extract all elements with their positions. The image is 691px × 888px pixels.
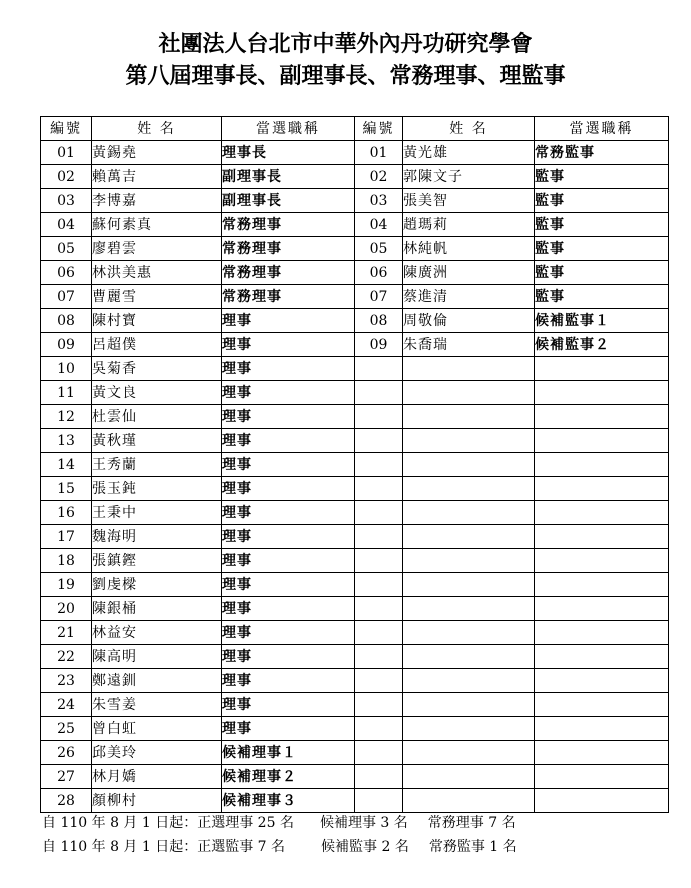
supervisor-number: 09 xyxy=(355,333,403,357)
director-position: 理事 xyxy=(222,573,355,597)
director-name: 劉虔樑 xyxy=(92,573,222,597)
note-supervisors-main: 自 110 年 8 月 1 日起：正選監事 7 名 xyxy=(42,839,286,855)
supervisor-position xyxy=(535,765,669,789)
note-supervisors-standing: 常務監事 1 名 xyxy=(428,839,517,855)
director-name: 陳高明 xyxy=(92,645,222,669)
table-row xyxy=(41,357,669,381)
supervisor-number xyxy=(355,573,403,597)
director-number: 18 xyxy=(41,549,92,573)
note-directors xyxy=(42,813,516,833)
director-position: 候補理事２ xyxy=(222,765,355,789)
note-supervisors-alternate: 候補監事 2 名 xyxy=(321,839,409,855)
supervisor-number xyxy=(355,597,403,621)
supervisor-number xyxy=(355,477,403,501)
director-number: 02 xyxy=(41,165,92,189)
table-row xyxy=(41,597,669,621)
table-row xyxy=(41,789,669,813)
director-number: 26 xyxy=(41,741,92,765)
director-name: 李博嘉 xyxy=(92,189,222,213)
supervisor-name xyxy=(403,477,535,501)
director-name: 黃文良 xyxy=(92,381,222,405)
supervisor-name xyxy=(403,573,535,597)
supervisor-number xyxy=(355,405,403,429)
director-number: 10 xyxy=(41,357,92,381)
supervisor-position xyxy=(535,573,669,597)
director-number: 13 xyxy=(41,429,92,453)
director-number: 19 xyxy=(41,573,92,597)
director-position: 理事 xyxy=(222,621,355,645)
director-name: 王秉中 xyxy=(92,501,222,525)
director-name: 顏柳村 xyxy=(92,789,222,813)
director-position: 理事 xyxy=(222,525,355,549)
director-position: 理事 xyxy=(222,477,355,501)
director-number: 11 xyxy=(41,381,92,405)
supervisor-number xyxy=(355,789,403,813)
supervisor-name xyxy=(403,597,535,621)
table-row xyxy=(41,333,669,357)
supervisor-name xyxy=(403,717,535,741)
director-position: 理事 xyxy=(222,405,355,429)
director-name: 陳銀桶 xyxy=(92,597,222,621)
supervisor-position xyxy=(535,669,669,693)
director-name: 鄭遠釧 xyxy=(92,669,222,693)
table-row xyxy=(41,741,669,765)
director-number: 16 xyxy=(41,501,92,525)
supervisor-position xyxy=(535,597,669,621)
supervisor-number xyxy=(355,525,403,549)
director-name: 林月嬌 xyxy=(92,765,222,789)
supervisor-position: 監事 xyxy=(535,189,669,213)
supervisor-name xyxy=(403,501,535,525)
table-row xyxy=(41,285,669,309)
director-number: 08 xyxy=(41,309,92,333)
director-name: 朱雪姜 xyxy=(92,693,222,717)
director-position: 理事 xyxy=(222,645,355,669)
supervisor-position xyxy=(535,405,669,429)
director-position: 理事 xyxy=(222,309,355,333)
director-position: 副理事長 xyxy=(222,165,355,189)
supervisor-name xyxy=(403,357,535,381)
supervisor-name xyxy=(403,765,535,789)
supervisor-number xyxy=(355,669,403,693)
director-position: 候補理事１ xyxy=(222,741,355,765)
supervisor-number: 03 xyxy=(355,189,403,213)
supervisor-name xyxy=(403,549,535,573)
table-row xyxy=(41,717,669,741)
supervisor-position: 監事 xyxy=(535,165,669,189)
table-row xyxy=(41,405,669,429)
document-subtitle: 第八屆理事長、副理事長、常務理事、理監事 xyxy=(125,64,566,89)
director-number: 15 xyxy=(41,477,92,501)
director-name: 陳村寶 xyxy=(92,309,222,333)
supervisor-number: 06 xyxy=(355,261,403,285)
table-row xyxy=(41,189,669,213)
supervisor-number xyxy=(355,765,403,789)
supervisor-name: 陳廣洲 xyxy=(403,261,535,285)
director-number: 24 xyxy=(41,693,92,717)
table-header-row xyxy=(41,117,669,141)
director-number: 06 xyxy=(41,261,92,285)
note-directors-main: 自 110 年 8 月 1 日起：正選理事 25 名 xyxy=(42,815,294,831)
director-position: 理事長 xyxy=(222,141,355,165)
supervisor-number xyxy=(355,621,403,645)
table-row xyxy=(41,261,669,285)
director-position: 理事 xyxy=(222,717,355,741)
director-number: 09 xyxy=(41,333,92,357)
note-directors-standing: 常務理事 7 名 xyxy=(427,815,516,831)
director-name: 杜雲仙 xyxy=(92,405,222,429)
table-row xyxy=(41,477,669,501)
director-name: 蘇何素真 xyxy=(92,213,222,237)
director-position: 常務理事 xyxy=(222,213,355,237)
director-position: 常務理事 xyxy=(222,261,355,285)
supervisor-position: 監事 xyxy=(535,213,669,237)
supervisor-position xyxy=(535,453,669,477)
supervisor-number: 01 xyxy=(355,141,403,165)
table-row xyxy=(41,669,669,693)
note-supervisors xyxy=(42,837,517,857)
table-row xyxy=(41,141,669,165)
header-position: 當選職稱 xyxy=(222,117,355,141)
table-row xyxy=(41,309,669,333)
supervisor-position xyxy=(535,645,669,669)
director-position: 理事 xyxy=(222,693,355,717)
supervisor-number: 07 xyxy=(355,285,403,309)
supervisor-number xyxy=(355,381,403,405)
header-number-supervisor: 編號 xyxy=(355,117,403,141)
supervisor-position xyxy=(535,549,669,573)
table-row xyxy=(41,765,669,789)
supervisor-name: 趙瑪莉 xyxy=(403,213,535,237)
supervisor-name: 張美智 xyxy=(403,189,535,213)
supervisor-name: 蔡進清 xyxy=(403,285,535,309)
director-number: 27 xyxy=(41,765,92,789)
director-name: 王秀蘭 xyxy=(92,453,222,477)
supervisor-number xyxy=(355,741,403,765)
director-name: 曾白虹 xyxy=(92,717,222,741)
supervisor-name: 朱喬瑞 xyxy=(403,333,535,357)
director-position: 理事 xyxy=(222,453,355,477)
director-position: 理事 xyxy=(222,381,355,405)
supervisor-position xyxy=(535,501,669,525)
table-row xyxy=(41,621,669,645)
supervisor-number xyxy=(355,549,403,573)
note-directors-alternate: 候補理事 3 名 xyxy=(319,815,408,831)
table-row xyxy=(41,525,669,549)
supervisor-number xyxy=(355,717,403,741)
supervisor-name xyxy=(403,525,535,549)
supervisor-position xyxy=(535,693,669,717)
director-name: 廖碧雲 xyxy=(92,237,222,261)
director-number: 22 xyxy=(41,645,92,669)
director-number: 12 xyxy=(41,405,92,429)
supervisor-number xyxy=(355,501,403,525)
supervisor-number xyxy=(355,357,403,381)
header-name: 姓 名 xyxy=(92,117,222,141)
supervisor-number xyxy=(355,429,403,453)
director-name: 林洪美惠 xyxy=(92,261,222,285)
director-name: 賴萬吉 xyxy=(92,165,222,189)
director-position: 理事 xyxy=(222,429,355,453)
director-position: 理事 xyxy=(222,669,355,693)
director-number: 05 xyxy=(41,237,92,261)
supervisor-number: 02 xyxy=(355,165,403,189)
table-row xyxy=(41,165,669,189)
director-name: 黃秋瑾 xyxy=(92,429,222,453)
director-name: 魏海明 xyxy=(92,525,222,549)
header-position-supervisor: 當選職稱 xyxy=(535,117,669,141)
director-name: 張鎮鏗 xyxy=(92,549,222,573)
supervisor-position xyxy=(535,789,669,813)
director-name: 曹麗雪 xyxy=(92,285,222,309)
supervisor-position xyxy=(535,621,669,645)
supervisor-position xyxy=(535,717,669,741)
supervisor-position: 常務監事 xyxy=(535,141,669,165)
document-title: 社團法人台北市中華外內丹功研究學會 xyxy=(158,32,533,57)
supervisor-position: 候補監事１ xyxy=(535,309,669,333)
supervisor-name xyxy=(403,669,535,693)
table-row xyxy=(41,453,669,477)
director-number: 14 xyxy=(41,453,92,477)
table-row xyxy=(41,429,669,453)
director-name: 林益安 xyxy=(92,621,222,645)
director-name: 黃錫堯 xyxy=(92,141,222,165)
director-position: 理事 xyxy=(222,501,355,525)
supervisor-name: 周敬倫 xyxy=(403,309,535,333)
supervisor-name xyxy=(403,621,535,645)
supervisor-number: 05 xyxy=(355,237,403,261)
table-row xyxy=(41,501,669,525)
director-position: 理事 xyxy=(222,333,355,357)
director-number: 07 xyxy=(41,285,92,309)
director-name: 張玉鈍 xyxy=(92,477,222,501)
director-number: 20 xyxy=(41,597,92,621)
supervisor-name xyxy=(403,381,535,405)
director-position: 副理事長 xyxy=(222,189,355,213)
director-position: 常務理事 xyxy=(222,237,355,261)
supervisor-position xyxy=(535,741,669,765)
supervisor-number xyxy=(355,645,403,669)
director-name: 呂超僕 xyxy=(92,333,222,357)
supervisor-number: 04 xyxy=(355,213,403,237)
supervisor-position xyxy=(535,525,669,549)
table-row xyxy=(41,693,669,717)
header-name-supervisor: 姓 名 xyxy=(403,117,535,141)
table-row xyxy=(41,549,669,573)
table-row xyxy=(41,213,669,237)
supervisor-position xyxy=(535,477,669,501)
director-name: 邱美玲 xyxy=(92,741,222,765)
supervisor-position xyxy=(535,429,669,453)
supervisor-name xyxy=(403,453,535,477)
supervisor-position: 監事 xyxy=(535,285,669,309)
director-number: 04 xyxy=(41,213,92,237)
table-row xyxy=(41,645,669,669)
supervisor-name: 林純帆 xyxy=(403,237,535,261)
director-number: 25 xyxy=(41,717,92,741)
supervisor-name xyxy=(403,693,535,717)
director-position: 理事 xyxy=(222,597,355,621)
director-position: 理事 xyxy=(222,357,355,381)
supervisor-name: 郭陳文子 xyxy=(403,165,535,189)
supervisor-name xyxy=(403,741,535,765)
director-number: 28 xyxy=(41,789,92,813)
supervisor-position: 候補監事２ xyxy=(535,333,669,357)
supervisor-position: 監事 xyxy=(535,237,669,261)
table-row xyxy=(41,381,669,405)
supervisor-number xyxy=(355,693,403,717)
director-number: 17 xyxy=(41,525,92,549)
table-row xyxy=(41,573,669,597)
director-position: 候補理事３ xyxy=(222,789,355,813)
roster-table xyxy=(40,116,669,813)
supervisor-number xyxy=(355,453,403,477)
director-name: 吳菊香 xyxy=(92,357,222,381)
header-number: 編號 xyxy=(41,117,92,141)
director-number: 21 xyxy=(41,621,92,645)
director-position: 常務理事 xyxy=(222,285,355,309)
director-number: 03 xyxy=(41,189,92,213)
table-row xyxy=(41,237,669,261)
supervisor-name xyxy=(403,789,535,813)
supervisor-name xyxy=(403,645,535,669)
supervisor-name: 黃光雄 xyxy=(403,141,535,165)
director-position: 理事 xyxy=(222,549,355,573)
supervisor-number: 08 xyxy=(355,309,403,333)
supervisor-position xyxy=(535,381,669,405)
supervisor-name xyxy=(403,405,535,429)
supervisor-name xyxy=(403,429,535,453)
director-number: 01 xyxy=(41,141,92,165)
supervisor-position: 監事 xyxy=(535,261,669,285)
director-number: 23 xyxy=(41,669,92,693)
supervisor-position xyxy=(535,357,669,381)
